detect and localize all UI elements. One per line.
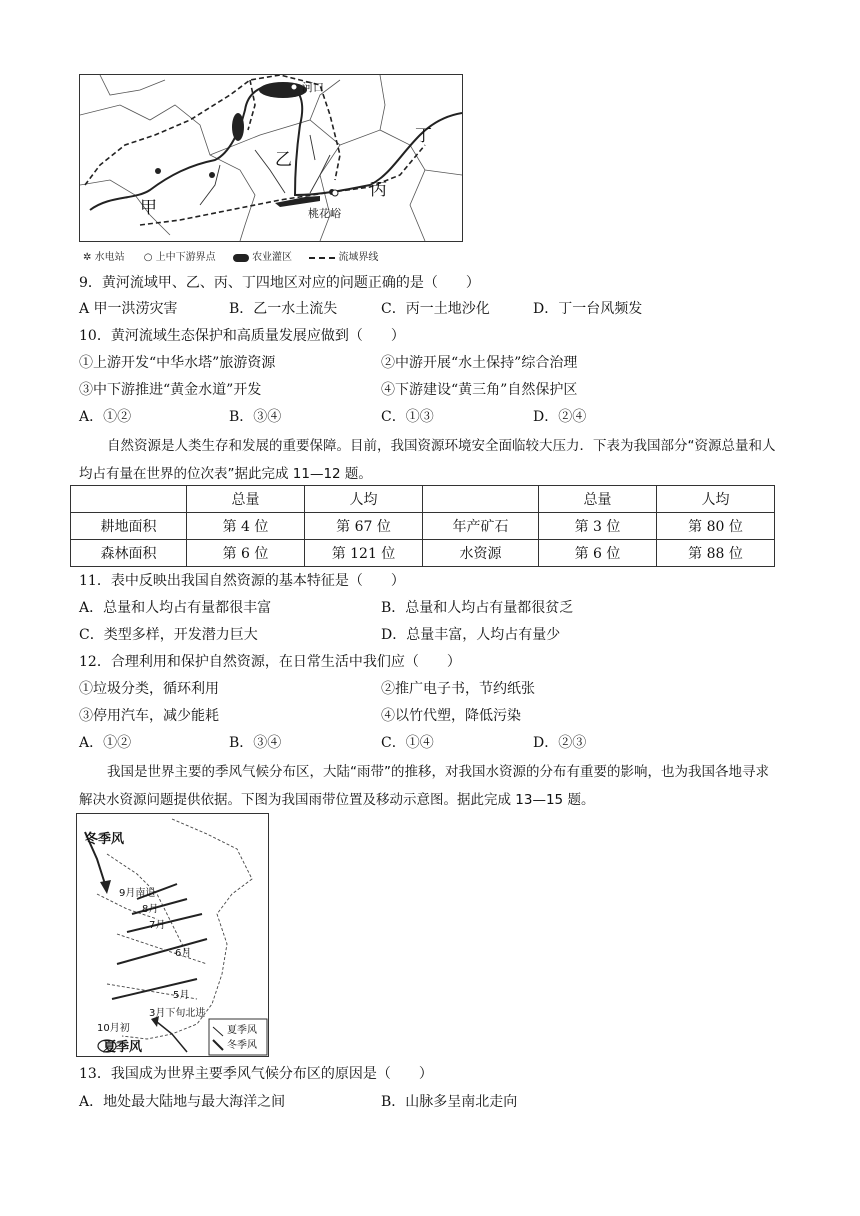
q11-option-d[interactable]: D．总量丰富，人均占有量少: [381, 627, 561, 643]
yellow-river-map: [79, 74, 463, 242]
q10-item-2: ②中游开展“水土保持”综合治理: [381, 355, 578, 371]
intro-13-15: 我国是世界主要的季风气候分布区，大陆“雨带”的推移，对我国水资源的分布有重要的影响，也为我国各地寻求解决水资源问题提供依据。下图为我国雨带位置及移动示意图。据此完成 13—15 题。: [79, 764, 769, 808]
map2-label-jun: 6月: [175, 948, 192, 959]
q11-stem: 11．表中反映出我国自然资源的基本特征是（ ）: [79, 573, 405, 589]
table-cell: 第 6 位: [187, 540, 305, 567]
map2-label-winter-monsoon: 冬季风: [85, 832, 125, 847]
q10-option-d[interactable]: D．②④: [533, 409, 587, 425]
map-label-taohuayu: 桃花峪: [308, 207, 341, 220]
q12-item-4: ④以竹代塑，降低污染: [381, 708, 521, 724]
q9-option-d[interactable]: D．丁一台风频发: [533, 301, 643, 317]
legend-boundary-point: 上中下游界点: [155, 252, 216, 263]
table-cell: 第 4 位: [187, 513, 305, 540]
q13-option-b[interactable]: B．山脉多呈南北走向: [381, 1094, 518, 1110]
yellow-river-map-drawing: [80, 75, 462, 241]
table-cell: 第 3 位: [539, 513, 657, 540]
table-cell: 第 121 位: [305, 540, 423, 567]
table-cell: 森林面积: [71, 540, 187, 567]
q9-option-c[interactable]: C．丙一土地沙化: [381, 301, 490, 317]
map2-label-mar: 3月下旬北进: [149, 1008, 206, 1019]
table-row: [71, 513, 775, 540]
table-header-cell: [71, 486, 187, 513]
map2-label-oct: 10月初: [97, 1023, 130, 1034]
map2-label-aug: 8月: [142, 904, 159, 915]
table-cell: 第 88 位: [657, 540, 775, 567]
q12-stem: 12．合理利用和保护自然资源，在日常生活中我们应（ ）: [79, 654, 461, 670]
table-cell: 耕地面积: [71, 513, 187, 540]
q12-option-b[interactable]: B．③④: [229, 735, 282, 751]
map-label-bing: 丙: [370, 180, 387, 200]
q10-item-4: ④下游建设“黄三角”自然保护区: [381, 382, 578, 398]
q10-option-c[interactable]: C．①③: [381, 409, 434, 425]
map-label-jia: 甲: [140, 198, 157, 218]
q11-option-b[interactable]: B．总量和人均占有量都很贫乏: [381, 600, 574, 616]
table-cell: 水资源: [423, 540, 539, 567]
table-header-cell: 总量: [539, 486, 657, 513]
map-label-ding: 丁: [415, 126, 432, 146]
map2-legend-summer: 夏季风: [227, 1025, 257, 1036]
q12-option-a[interactable]: A．①②: [79, 735, 132, 751]
map2-label-may: 5月: [173, 990, 190, 1001]
table-cell: 第 67 位: [305, 513, 423, 540]
table-header-cell: [423, 486, 539, 513]
map-label-yi: 乙: [275, 150, 292, 170]
intro-11-12: 自然资源是人类生存和发展的重要保障。目前，我国资源环境安全面临较大压力．下表为我国部分“资源总量和人均占有量在世界的位次表”据此完成 11—12 题。: [79, 438, 776, 482]
map2-label-sep: 9月南退: [119, 888, 156, 899]
table-header-cell: 人均: [305, 486, 423, 513]
legend-irrigation: 农业灌区: [252, 252, 293, 263]
map2-legend-winter: 冬季风: [227, 1040, 257, 1051]
legend-basin-line: 流域界线: [338, 252, 379, 263]
q10-option-a[interactable]: A．①②: [79, 409, 132, 425]
boundary-point-icon: ○: [143, 252, 153, 263]
table-cell: 第 6 位: [539, 540, 657, 567]
q10-stem: 10．黄河流域生态保护和高质量发展应做到（ ）: [79, 328, 405, 344]
map2-label-jul: 7月: [149, 920, 166, 931]
q9-option-b[interactable]: B．乙一水土流失: [229, 301, 338, 317]
q11-option-a[interactable]: A．总量和人均占有量都很丰富: [79, 600, 272, 616]
q10-item-3: ③中下游推进“黄金水道”开发: [79, 382, 262, 398]
q9-option-a[interactable]: A 甲一洪涝灾害: [79, 301, 178, 317]
table-row: [71, 540, 775, 567]
table-header-cell: 人均: [657, 486, 775, 513]
resource-rank-table: [70, 485, 775, 567]
q12-item-2: ②推广电子书，节约纸张: [381, 681, 535, 697]
q9-stem: 9．黄河流域甲、乙、丙、丁四地区对应的问题正确的是（ ）: [79, 275, 480, 291]
table-header-cell: 总量: [187, 486, 305, 513]
irrigation-icon: [233, 254, 249, 262]
hydropower-icon: ✲: [83, 252, 92, 263]
dashed-line-icon: [309, 257, 335, 259]
q10-item-1: ①上游开发“中华水塔”旅游资源: [79, 355, 276, 371]
q13-stem: 13．我国成为世界主要季风气候分布区的原因是（ ）: [79, 1066, 433, 1082]
table-cell: 年产矿石: [423, 513, 539, 540]
table-cell: 第 80 位: [657, 513, 775, 540]
q12-item-1: ①垃圾分类，循环利用: [79, 681, 219, 697]
table-header-row: [71, 486, 775, 513]
q12-option-d[interactable]: D．②③: [533, 735, 587, 751]
map1-legend: [83, 248, 378, 263]
q13-option-a[interactable]: A．地处最大陆地与最大海洋之间: [79, 1094, 286, 1110]
map-label-hekou: 河口: [302, 81, 324, 94]
q12-option-c[interactable]: C．①④: [381, 735, 434, 751]
q12-item-3: ③停用汽车，减少能耗: [79, 708, 219, 724]
q10-option-b[interactable]: B．③④: [229, 409, 282, 425]
map2-label-summer-monsoon: 夏季风: [103, 1040, 143, 1055]
legend-hydropower: 水电站: [94, 252, 125, 263]
q11-option-c[interactable]: C．类型多样，开发潜力巨大: [79, 627, 258, 643]
rain-belt-map: [76, 813, 269, 1057]
